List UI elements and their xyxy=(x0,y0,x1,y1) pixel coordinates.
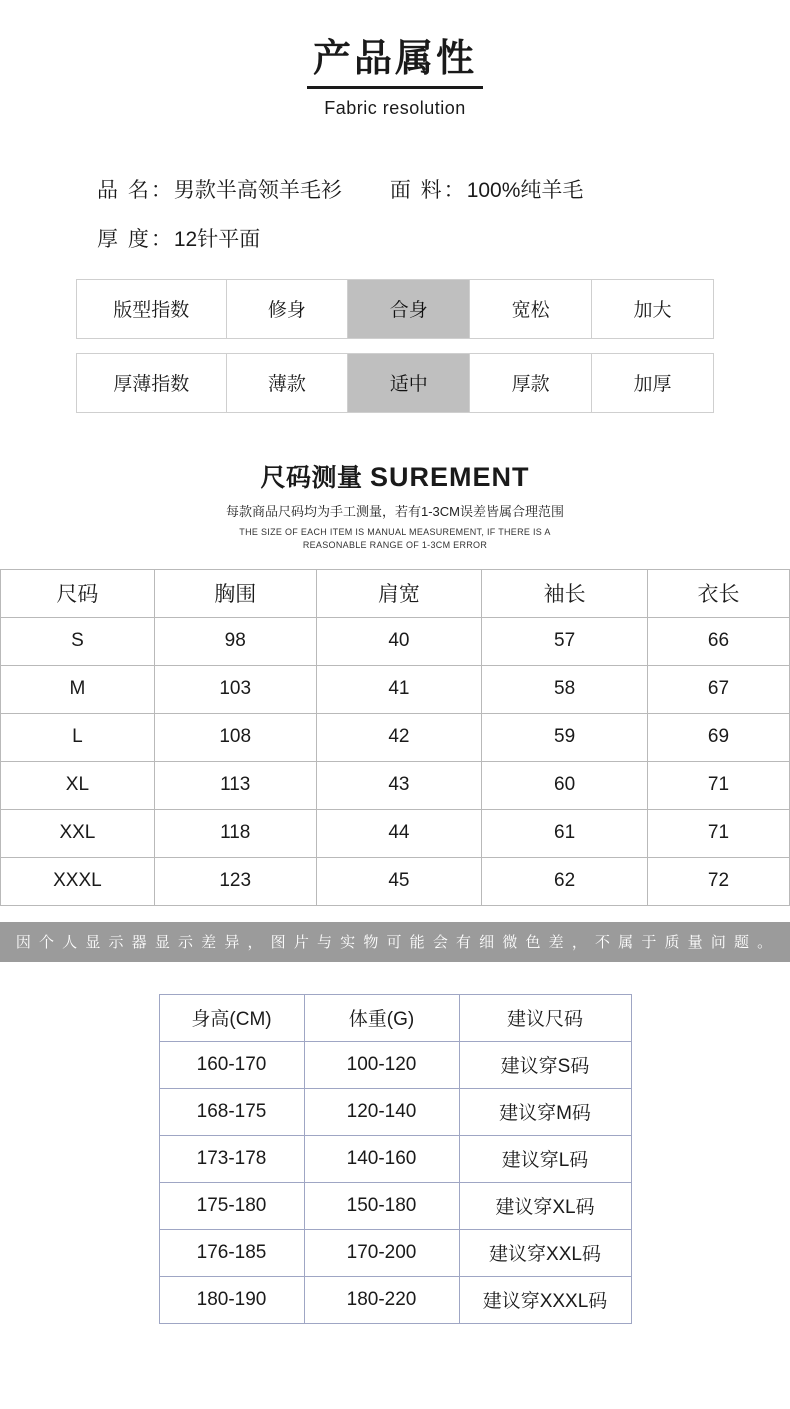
product-info xyxy=(0,179,790,251)
recommend-cell: 建议穿XXL码 xyxy=(459,1229,631,1276)
size-table-header-cell: 胸围 xyxy=(154,569,316,617)
size-table xyxy=(0,569,790,906)
recommend-cell: 100-120 xyxy=(304,1041,459,1088)
size-cell: XL xyxy=(1,761,155,809)
size-cell: 103 xyxy=(154,665,316,713)
size-cell: 69 xyxy=(647,713,789,761)
size-cell: 44 xyxy=(316,809,482,857)
recommend-cell: 150-180 xyxy=(304,1182,459,1229)
recommend-cell: 176-185 xyxy=(159,1229,304,1276)
size-cell: 98 xyxy=(154,617,316,665)
table-row xyxy=(159,1229,631,1276)
size-table-header-cell: 袖长 xyxy=(482,569,648,617)
size-cell: S xyxy=(1,617,155,665)
table-row xyxy=(159,1088,631,1135)
recommend-cell: 建议穿M码 xyxy=(459,1088,631,1135)
size-cell: XXL xyxy=(1,809,155,857)
table-row xyxy=(1,617,790,665)
thickness-option-thin[interactable]: 薄款 xyxy=(226,353,348,412)
size-recommendation-section xyxy=(0,994,790,1324)
thickness-option-medium[interactable]: 适中 xyxy=(348,353,470,412)
size-table-header-cell: 尺码 xyxy=(1,569,155,617)
recommend-header-cell: 建议尺码 xyxy=(459,994,631,1041)
recommend-cell: 建议穿S码 xyxy=(459,1041,631,1088)
size-cell: 71 xyxy=(647,761,789,809)
info-label-fabric: 面 料： xyxy=(389,178,467,202)
recommend-header-cell: 体重(G) xyxy=(304,994,459,1041)
thickness-option-extra-thick[interactable]: 加厚 xyxy=(592,353,714,412)
table-row xyxy=(1,761,790,809)
table-row xyxy=(1,713,790,761)
color-difference-notice xyxy=(0,922,790,962)
thickness-index-label: 厚薄指数 xyxy=(77,353,227,412)
recommend-cell: 160-170 xyxy=(159,1041,304,1088)
size-cell: 41 xyxy=(316,665,482,713)
info-value-fabric: 100%纯羊毛 xyxy=(466,178,584,202)
recommend-cell: 173-178 xyxy=(159,1135,304,1182)
size-cell: 42 xyxy=(316,713,482,761)
page-header xyxy=(0,0,790,119)
page-subtitle: Fabric resolution xyxy=(324,97,466,118)
measurement-note-en-line1: THE SIZE OF EACH ITEM IS MANUAL MEASUREMENT, IF THERE IS A xyxy=(239,526,551,537)
notice-text: 因 个 人 显 示 器 显 示 差 异 ， 图 片 与 实 物 可 能 会 有 细 微 色 差 ， 不 属 于 质 量 问 题 。 xyxy=(15,934,775,952)
recommend-cell: 170-200 xyxy=(304,1229,459,1276)
recommend-cell: 建议穿L码 xyxy=(459,1135,631,1182)
size-cell: 62 xyxy=(482,857,648,905)
recommend-cell: 180-220 xyxy=(304,1276,459,1323)
fit-option-loose[interactable]: 宽松 xyxy=(470,279,592,338)
size-cell: 71 xyxy=(647,809,789,857)
recommend-cell: 140-160 xyxy=(304,1135,459,1182)
info-label-thickness: 厚 度： xyxy=(97,227,174,251)
size-cell: 43 xyxy=(316,761,482,809)
recommend-table-header-row xyxy=(159,994,631,1041)
measurement-title-cn: 尺码测量 xyxy=(260,463,363,492)
measurement-note-cn: 每款商品尺码均为手工测量，若有1-3CM误差皆属合理范围 xyxy=(225,503,564,519)
info-value-name: 男款半高领羊毛衫 xyxy=(173,178,342,202)
fit-index-table xyxy=(76,279,714,339)
size-table-header-cell: 肩宽 xyxy=(316,569,482,617)
info-value-thickness: 12针平面 xyxy=(173,227,261,251)
recommend-cell: 建议穿XXXL码 xyxy=(459,1276,631,1323)
recommend-cell: 120-140 xyxy=(304,1088,459,1135)
size-cell: 72 xyxy=(647,857,789,905)
table-row xyxy=(77,353,714,412)
recommend-cell: 建议穿XL码 xyxy=(459,1182,631,1229)
page-bottom-spacer xyxy=(0,1324,790,1364)
table-row xyxy=(159,1135,631,1182)
size-table-header-cell: 衣长 xyxy=(647,569,789,617)
recommend-header-cell: 身高(CM) xyxy=(159,994,304,1041)
size-cell: 60 xyxy=(482,761,648,809)
page-title: 产品属性 xyxy=(307,38,483,89)
fit-option-slim[interactable]: 修身 xyxy=(226,279,348,338)
size-cell: 45 xyxy=(316,857,482,905)
size-cell: 58 xyxy=(482,665,648,713)
size-cell: 113 xyxy=(154,761,316,809)
size-cell: 66 xyxy=(647,617,789,665)
recommend-cell: 175-180 xyxy=(159,1182,304,1229)
thickness-option-thick[interactable]: 厚款 xyxy=(470,353,592,412)
table-row xyxy=(159,1182,631,1229)
size-cell: 40 xyxy=(316,617,482,665)
size-table-header-row xyxy=(1,569,790,617)
size-cell: 57 xyxy=(482,617,648,665)
measurement-title-line xyxy=(0,458,790,494)
thickness-index-table xyxy=(76,353,714,413)
info-label-name: 品 名： xyxy=(97,178,174,202)
table-row xyxy=(1,665,790,713)
measurement-heading xyxy=(0,458,790,553)
info-row xyxy=(97,228,790,251)
size-cell: 61 xyxy=(482,809,648,857)
fit-option-plus[interactable]: 加大 xyxy=(592,279,714,338)
recommend-cell: 168-175 xyxy=(159,1088,304,1135)
table-row xyxy=(159,1041,631,1088)
size-cell: XXXL xyxy=(1,857,155,905)
fit-index-label: 版型指数 xyxy=(77,279,227,338)
index-tables xyxy=(0,279,790,413)
size-cell: 59 xyxy=(482,713,648,761)
recommend-table xyxy=(159,994,632,1324)
measurement-note-en-line2: REASONABLE RANGE OF 1-3CM ERROR xyxy=(302,540,488,551)
size-cell: 108 xyxy=(154,713,316,761)
size-cell: L xyxy=(1,713,155,761)
size-cell: 123 xyxy=(154,857,316,905)
size-cell: 67 xyxy=(647,665,789,713)
info-row xyxy=(97,179,790,202)
recommend-cell: 180-190 xyxy=(159,1276,304,1323)
size-cell: M xyxy=(1,665,155,713)
size-cell: 118 xyxy=(154,809,316,857)
table-row xyxy=(77,279,714,338)
table-row xyxy=(159,1276,631,1323)
fit-option-regular[interactable]: 合身 xyxy=(348,279,470,338)
measurement-title-en: SUREMENT xyxy=(369,461,530,492)
table-row xyxy=(1,809,790,857)
table-row xyxy=(1,857,790,905)
measurement-note-en xyxy=(0,526,790,553)
